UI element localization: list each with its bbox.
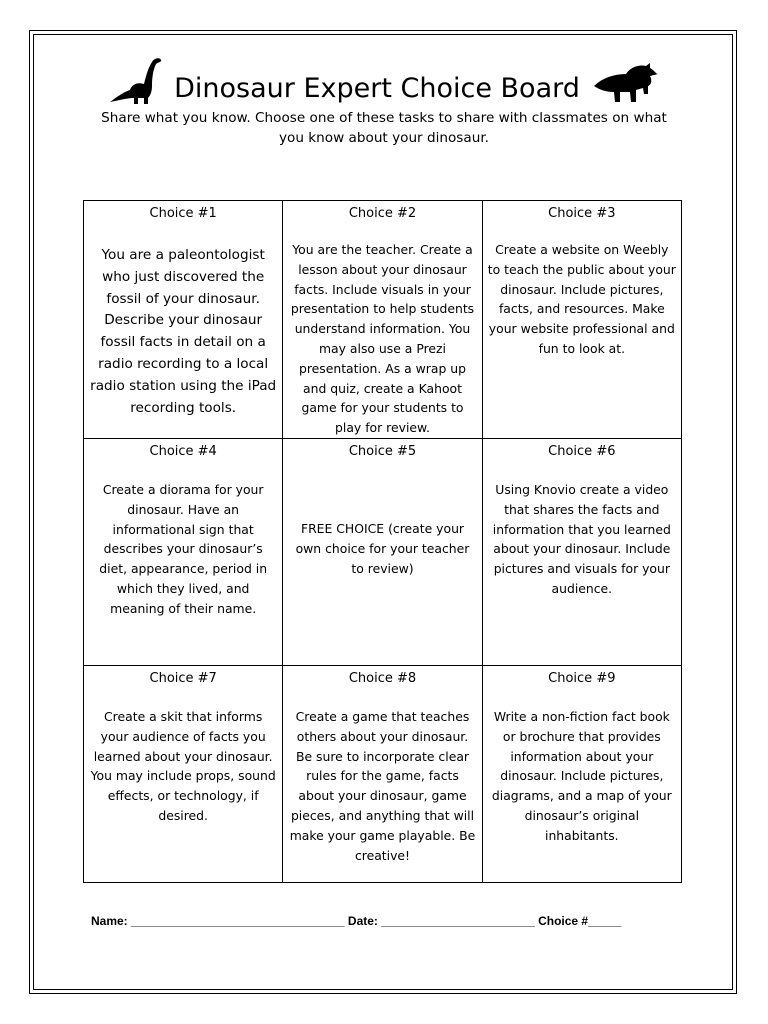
choice-label: Choice #6 — [548, 444, 616, 459]
choice-board-grid — [83, 200, 682, 883]
choice-label: Choice #9 — [548, 671, 616, 686]
choice-description: You are the teacher. Create a lesson about your dinosaur facts. Include visuals in your presentation to help students understand information. You may also use a Prezi presentation. As a wrap up and quiz, create a Kahoot game for your students to play for review. — [290, 242, 475, 436]
choice-description: FREE CHOICE (create your own choice for your teacher to review) — [295, 521, 470, 576]
choice-label: Choice #4 — [149, 444, 217, 459]
choice-label: Choice #3 — [548, 206, 616, 221]
choice-cell-8 — [283, 666, 482, 883]
choice-label: Choice #1 — [149, 206, 217, 221]
choice-cell-6 — [482, 439, 681, 666]
page-title: Dinosaur Expert Choice Board — [174, 73, 580, 104]
choice-description: Create a website on Weebly to teach the public about your dinosaur. Include pictures, facts, and resources. Make your website professional and fun to look at. — [487, 242, 676, 356]
choice-description: Create a diorama for your dinosaur. Have an informational sign that describes your dinosaur’s diet, appearance, period in which they lived, and meaning of their name. — [99, 482, 268, 616]
choice-description: You are a paleontologist who just discovered the fossil of your dinosaur. Describe your dinosaur fossil facts in detail on a radio recording to a local radio station using the iPad recording tools. — [90, 247, 277, 416]
subtitle: Share what you know. Choose one of these tasks to share with classmates on what you know about your dinosaur. — [101, 110, 667, 146]
choice-cell-1 — [84, 201, 283, 439]
choice-description: Create a skit that informs your audience of facts you learned about your dinosaur. You may include props, sound effects, or technology, if desired. — [90, 709, 276, 823]
choice-cell-2 — [283, 201, 482, 439]
choice-label: Choice #5 — [348, 444, 417, 459]
choice-description: Write a non-fiction fact book or brochure that provides information about your dinosaur. Include pictures, diagrams, and a map of your dinosaur’s original inhabitants. — [491, 709, 672, 843]
name-date-choice-line: Name: ________________________________ Date: _______________________ Choice #_____ — [91, 914, 622, 928]
choice-cell-5 — [283, 439, 482, 666]
choice-cell-3 — [482, 201, 681, 439]
long-neck-dinosaur-icon — [108, 56, 164, 106]
choice-cell-7 — [84, 666, 283, 883]
choice-label: Choice #2 — [348, 206, 417, 221]
choice-cell-9 — [482, 666, 681, 883]
choice-description: Create a game that teaches others about your dinosaur. Be sure to incorporate clear rules for the game, facts about your dinosaur, game pieces, and anything that will make your game playable. Be creative! — [289, 709, 476, 863]
triceratops-icon — [590, 62, 660, 106]
choice-cell-4 — [84, 439, 283, 666]
title-row — [0, 54, 768, 106]
choice-description: Using Knovio create a video that shares the facts and information that you learned about your dinosaur. Include pictures and visuals for your audience. — [492, 482, 671, 596]
choice-label: Choice #7 — [149, 671, 217, 686]
choice-label: Choice #8 — [348, 671, 417, 686]
